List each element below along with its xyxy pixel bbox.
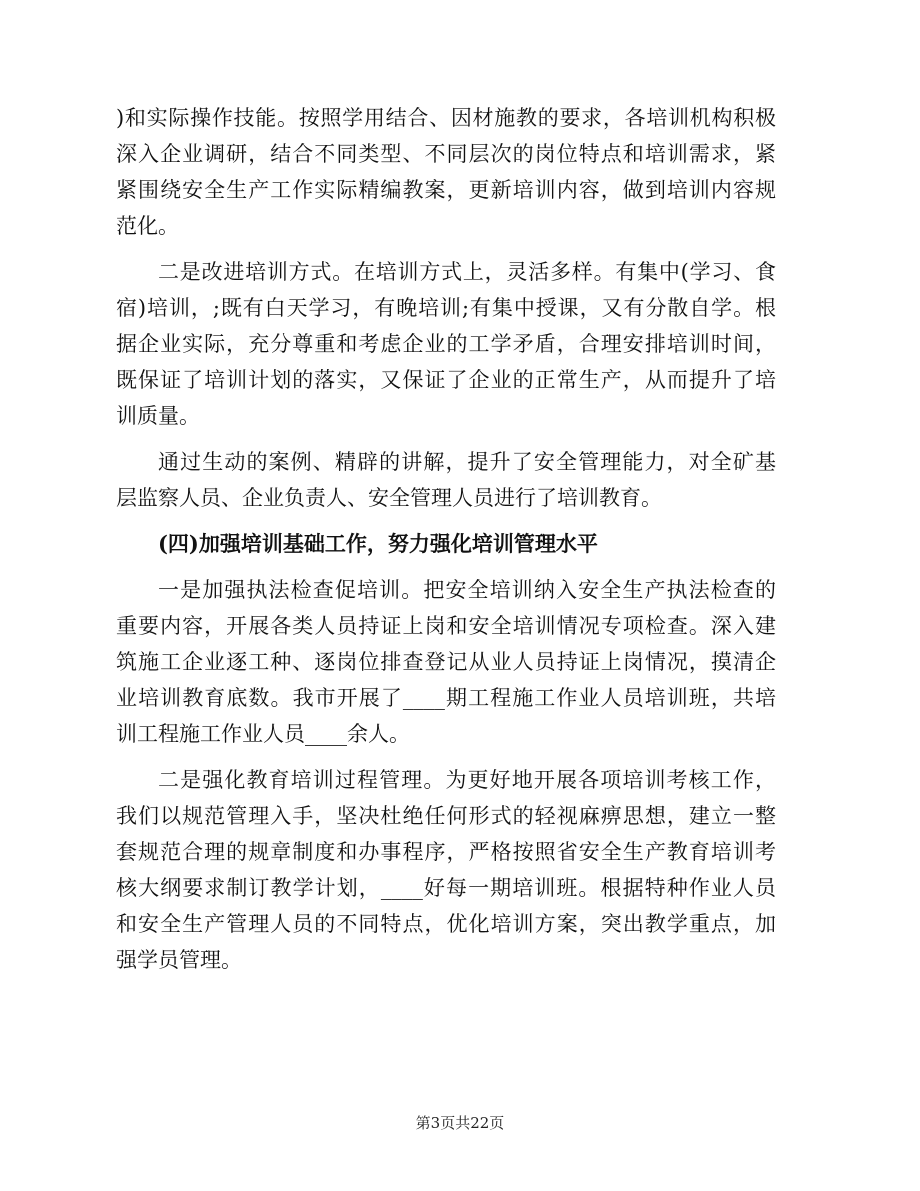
text-line: 一是加强执法检查促培训。把安全培训纳入安全生产执法检查的	[158, 578, 776, 602]
text-line: 套规范合理的规章制度和办事程序，严格按照省安全生产教育培训考	[116, 840, 776, 864]
text-line: )和实际操作技能。按照学用结合、因材施教的要求，各培训机构积极	[116, 106, 776, 130]
text-line: 范化。	[116, 214, 179, 238]
section-heading: (四)加强培训基础工作，努力强化培训管理水平	[158, 531, 598, 556]
text-line: 我们以规范管理入手，坚决杜绝任何形式的轻视麻痹思想，建立一整	[116, 804, 776, 828]
page-number-footer: 第3页共22页	[415, 1114, 505, 1132]
text-line: 核大纲要求制订教学计划，____好每一期培训班。根据特种作业人员	[116, 876, 776, 900]
text-line: 深入企业调研，结合不同类型、不同层次的岗位特点和培训需求，紧	[116, 142, 776, 166]
paragraph-law-enforcement	[116, 572, 776, 752]
text-line: 筑施工企业逐工种、逐岗位排查登记从业人员持证上岗情况，摸清企	[116, 650, 776, 674]
paragraph-process-management	[116, 762, 776, 978]
text-line: 强学员管理。	[116, 948, 242, 972]
text-line: 据企业实际，充分尊重和考虑企业的工学矛盾，合理安排培训时间，	[116, 332, 776, 356]
text-line: 紧围绕安全生产工作实际精编教案，更新培训内容，做到培训内容规	[116, 178, 776, 202]
text-line: 既保证了培训计划的落实，又保证了企业的正常生产，从而提升了培	[116, 368, 776, 392]
text-line: 通过生动的案例、精辟的讲解，提升了安全管理能力，对全矿基	[158, 450, 776, 474]
text-line: 二是改进培训方式。在培训方式上，灵活多样。有集中(学习、食	[158, 260, 776, 284]
text-line: 业培训教育底数。我市开展了____期工程施工作业人员培训班，共培	[116, 686, 776, 710]
text-line: 层监察人员、企业负责人、安全管理人员进行了培训教育。	[116, 486, 662, 510]
text-line: 宿)培训，;既有白天学习，有晚培训;有集中授课，又有分散自学。根	[116, 296, 776, 320]
paragraph-skills-continuation	[116, 100, 776, 244]
document-body	[116, 100, 776, 988]
paragraph-training-method	[116, 254, 776, 434]
text-line: 重要内容，开展各类人员持证上岗和安全培训情况专项检查。深入建	[116, 614, 776, 638]
text-line: 和安全生产管理人员的不同特点，优化培训方案，突出教学重点，加	[116, 912, 776, 936]
text-line: 训质量。	[116, 404, 200, 428]
paragraph-case-study	[116, 444, 776, 516]
text-line: 训工程施工作业人员____余人。	[116, 722, 410, 746]
text-line: 二是强化教育培训过程管理。为更好地开展各项培训考核工作，	[158, 768, 776, 792]
